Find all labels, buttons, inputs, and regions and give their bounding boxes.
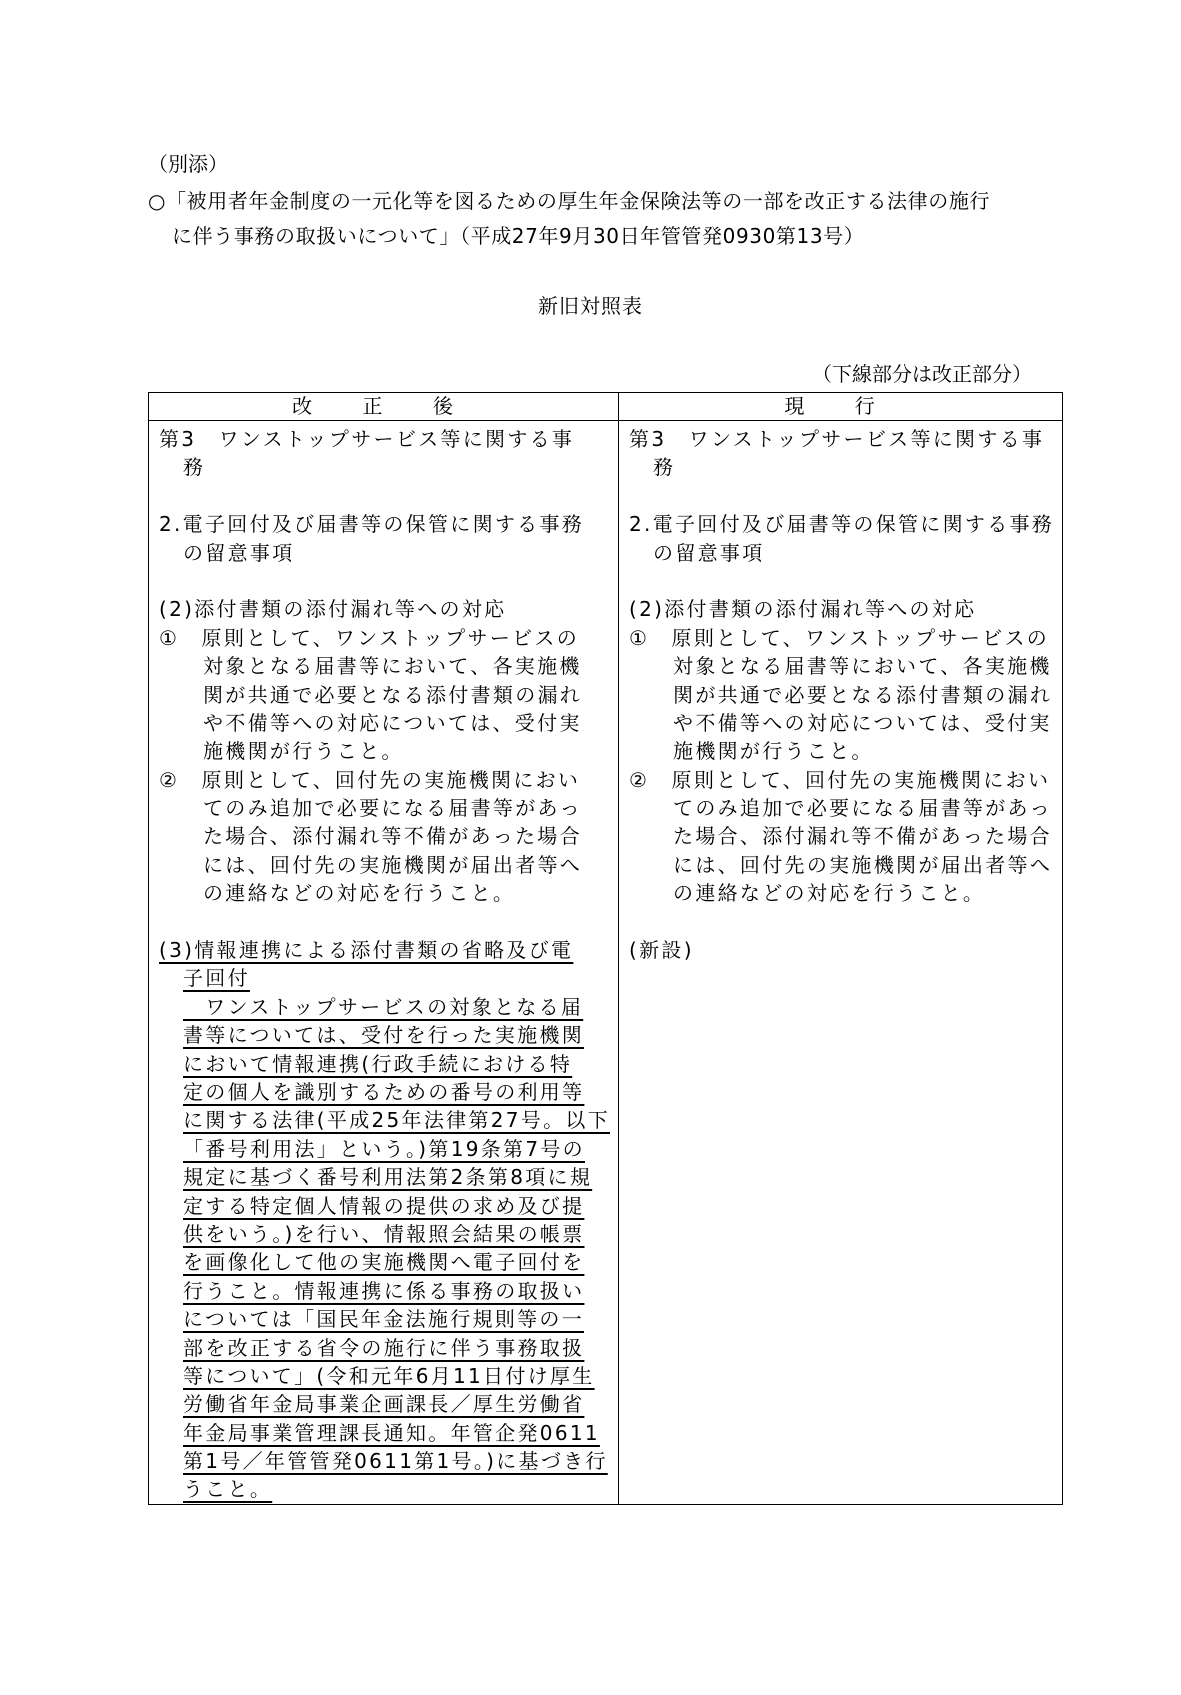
text-line: については「国民年金法施行規則等の一 <box>183 1307 584 1332</box>
text-line: てのみ追加で必要になる届書等があっ <box>203 796 582 821</box>
text-line: 務 <box>183 455 206 480</box>
text-line: 規定に基づく番号利用法第2条第8項に規 <box>183 1165 593 1190</box>
text-line: (2)添付書類の添付漏れ等への対応 <box>629 597 977 622</box>
text-line: ワンストップサービスの対象となる届 <box>183 994 584 1019</box>
text-line: の連絡などの対応を行うこと。 <box>203 881 516 906</box>
text-line: (3)情報連携による添付書類の省略及び電 <box>159 938 574 963</box>
current-column <box>619 421 1063 1505</box>
text-line: 関が共通で必要となる添付書類の漏れ <box>673 682 1053 707</box>
text-line <box>629 908 1054 936</box>
text-line: 2.電子回付及び届書等の保管に関する事務 <box>159 512 585 537</box>
text-line: や不備等への対応については、受付実 <box>673 710 1052 735</box>
text-line: 定の個人を識別するための番号の利用等 <box>183 1079 585 1104</box>
text-line: 第3 ワンストップサービス等に関する事 <box>629 427 1045 451</box>
text-line: の連絡などの対応を行うこと。 <box>673 881 986 906</box>
text-line: の留意事項 <box>653 540 765 565</box>
text-line: 施機関が行うこと。 <box>673 739 874 764</box>
text-line <box>159 567 610 595</box>
subject-line-2: に伴う事務の取扱いについて」（平成27年9月30日年管管発0930第13号） <box>172 224 865 248</box>
text-line: てのみ追加で必要になる届書等があっ <box>673 796 1052 821</box>
table-row <box>149 421 1063 1505</box>
text-line: ② 原則として、回付先の実施機関におい <box>159 767 581 792</box>
text-line: 施機関が行うこと。 <box>203 739 404 764</box>
text-line: (新設) <box>629 938 694 963</box>
text-line: (2)添付書類の添付漏れ等への対応 <box>159 597 507 622</box>
text-line: た場合、添付漏れ等不備があった場合 <box>673 824 1052 849</box>
text-line: うこと。 <box>183 1477 273 1502</box>
text-line <box>159 908 610 936</box>
text-line: 等について」(令和元年6月11日付け厚生 <box>183 1363 595 1388</box>
text-line: 対象となる届書等において、各実施機 <box>203 654 582 679</box>
text-line: 務 <box>653 455 676 480</box>
text-line: 「番号利用法」という。)第19条第7号の <box>183 1136 585 1161</box>
text-line: 子回付 <box>183 966 250 991</box>
text-line: には、回付先の実施機関が届出者等へ <box>673 852 1053 877</box>
text-line: 2.電子回付及び届書等の保管に関する事務 <box>629 512 1055 537</box>
text-line: には、回付先の実施機関が届出者等へ <box>203 852 583 877</box>
comparison-table <box>148 392 1063 1505</box>
text-line: 対象となる届書等において、各実施機 <box>673 654 1052 679</box>
text-line: 行うこと。情報連携に係る事務の取扱い <box>183 1278 585 1303</box>
text-line: 年金局事業管理課長通知。年管企発0611 <box>183 1420 600 1445</box>
subject-line-1: ○「被用者年金制度の一元化等を図るための厚生年金保険法等の一部を改正する法律の施行 <box>148 189 991 213</box>
text-line: 関が共通で必要となる添付書類の漏れ <box>203 682 583 707</box>
text-line: 定する特定個人情報の提供の求め及び提 <box>183 1193 585 1218</box>
annex-label: （別添） <box>148 152 228 176</box>
text-line: 供をいう。)を行い、情報照会結果の帳票 <box>183 1221 585 1246</box>
text-line: や不備等への対応については、受付実 <box>203 710 582 735</box>
text-line: の留意事項 <box>183 540 295 565</box>
text-line: ① 原則として、ワンストップサービスの <box>629 625 1050 650</box>
text-line: において情報連携(行政手続における特 <box>183 1051 573 1076</box>
text-line: 第3 ワンストップサービス等に関する事 <box>159 427 575 451</box>
underline-note: （下線部分は改正部分） <box>812 362 1032 386</box>
text-line <box>159 482 610 510</box>
text-line: た場合、添付漏れ等不備があった場合 <box>203 824 582 849</box>
text-line: 部を改正する省令の施行に伴う事務取扱 <box>183 1335 585 1360</box>
document-title: 新旧対照表 <box>538 294 643 318</box>
text-line <box>629 567 1054 595</box>
text-line: ① 原則として、ワンストップサービスの <box>159 625 580 650</box>
column-header-revised: 改 正 後 <box>149 393 619 421</box>
revised-column <box>149 421 619 1505</box>
text-line: 書等については、受付を行った実施機関 <box>183 1023 584 1048</box>
column-header-current: 現 行 <box>619 393 1063 421</box>
text-line: ② 原則として、回付先の実施機関におい <box>629 767 1051 792</box>
text-line: に関する法律(平成25年法律第27号。以下 <box>183 1108 611 1133</box>
text-line: 労働省年金局事業企画課長／厚生労働省 <box>183 1392 585 1417</box>
text-line <box>629 482 1054 510</box>
text-line: 第1号／年管管発0611第1号。)に基づき行 <box>183 1449 608 1474</box>
table-header-row <box>149 393 1063 421</box>
text-line: を画像化して他の実施機関へ電子回付を <box>183 1250 585 1275</box>
